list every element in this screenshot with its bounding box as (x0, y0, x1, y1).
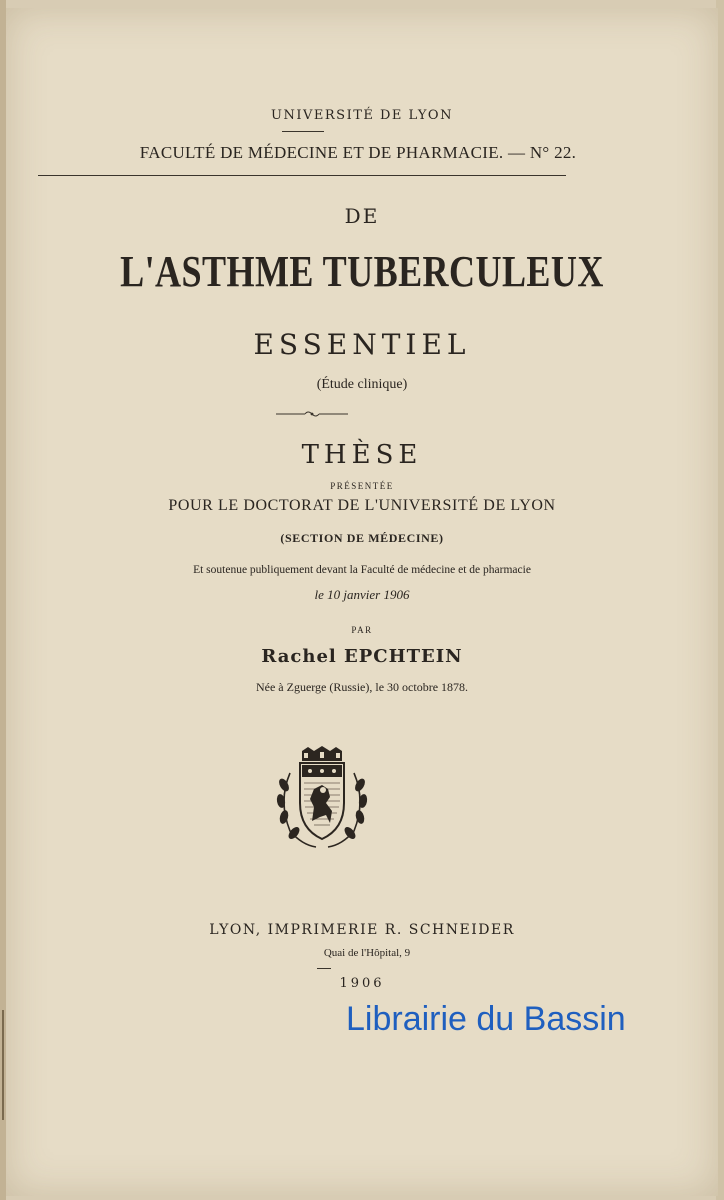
printer-name: LYON, IMPRIMERIE R. SCHNEIDER (209, 922, 515, 938)
these-label: THÈSE (301, 440, 423, 470)
defense-date: le 10 janvier 1906 (314, 587, 410, 602)
presentee-label: PRÉSENTÉE (330, 481, 394, 491)
bookseller-watermark: Librairie du Bassin (346, 1000, 626, 1038)
main-title: L'ASTHME TUBERCULEUX (120, 247, 604, 296)
binding-mark (2, 1010, 4, 1120)
publication-year: 1906 (339, 976, 385, 991)
doctorat-line: POUR LE DOCTORAT DE L'UNIVERSITÉ DE LYON (168, 497, 556, 514)
subtitle-note: (Étude clinique) (316, 377, 408, 392)
author-birth: Née à Zguerge (Russie), le 30 octobre 1878. (255, 680, 469, 694)
printer-address: Quai de l'Hôpital, 9 (323, 947, 411, 959)
university-heading: UNIVERSITÉ DE LYON (271, 108, 453, 123)
faculty-heading: FACULTÉ DE MÉDECINE ET DE PHARMACIE. — N° 22. (139, 143, 577, 162)
title-sub: ESSENTIEL (253, 328, 471, 361)
divider-ornament-icon (272, 408, 352, 420)
author-name: Rachel EPCHTEIN (261, 646, 463, 667)
defense-line: Et soutenue publiquement devant la Faculté de médecine et de pharmacie (193, 564, 531, 576)
lyon-coat-of-arms-icon (272, 745, 372, 851)
section-line: (SECTION DE MÉDECINE) (280, 531, 444, 545)
university-underline (282, 131, 324, 132)
faculty-rule (38, 175, 566, 176)
address-dash (317, 968, 331, 969)
title-prefix: DE (344, 204, 380, 228)
par-label: PAR (351, 625, 373, 635)
